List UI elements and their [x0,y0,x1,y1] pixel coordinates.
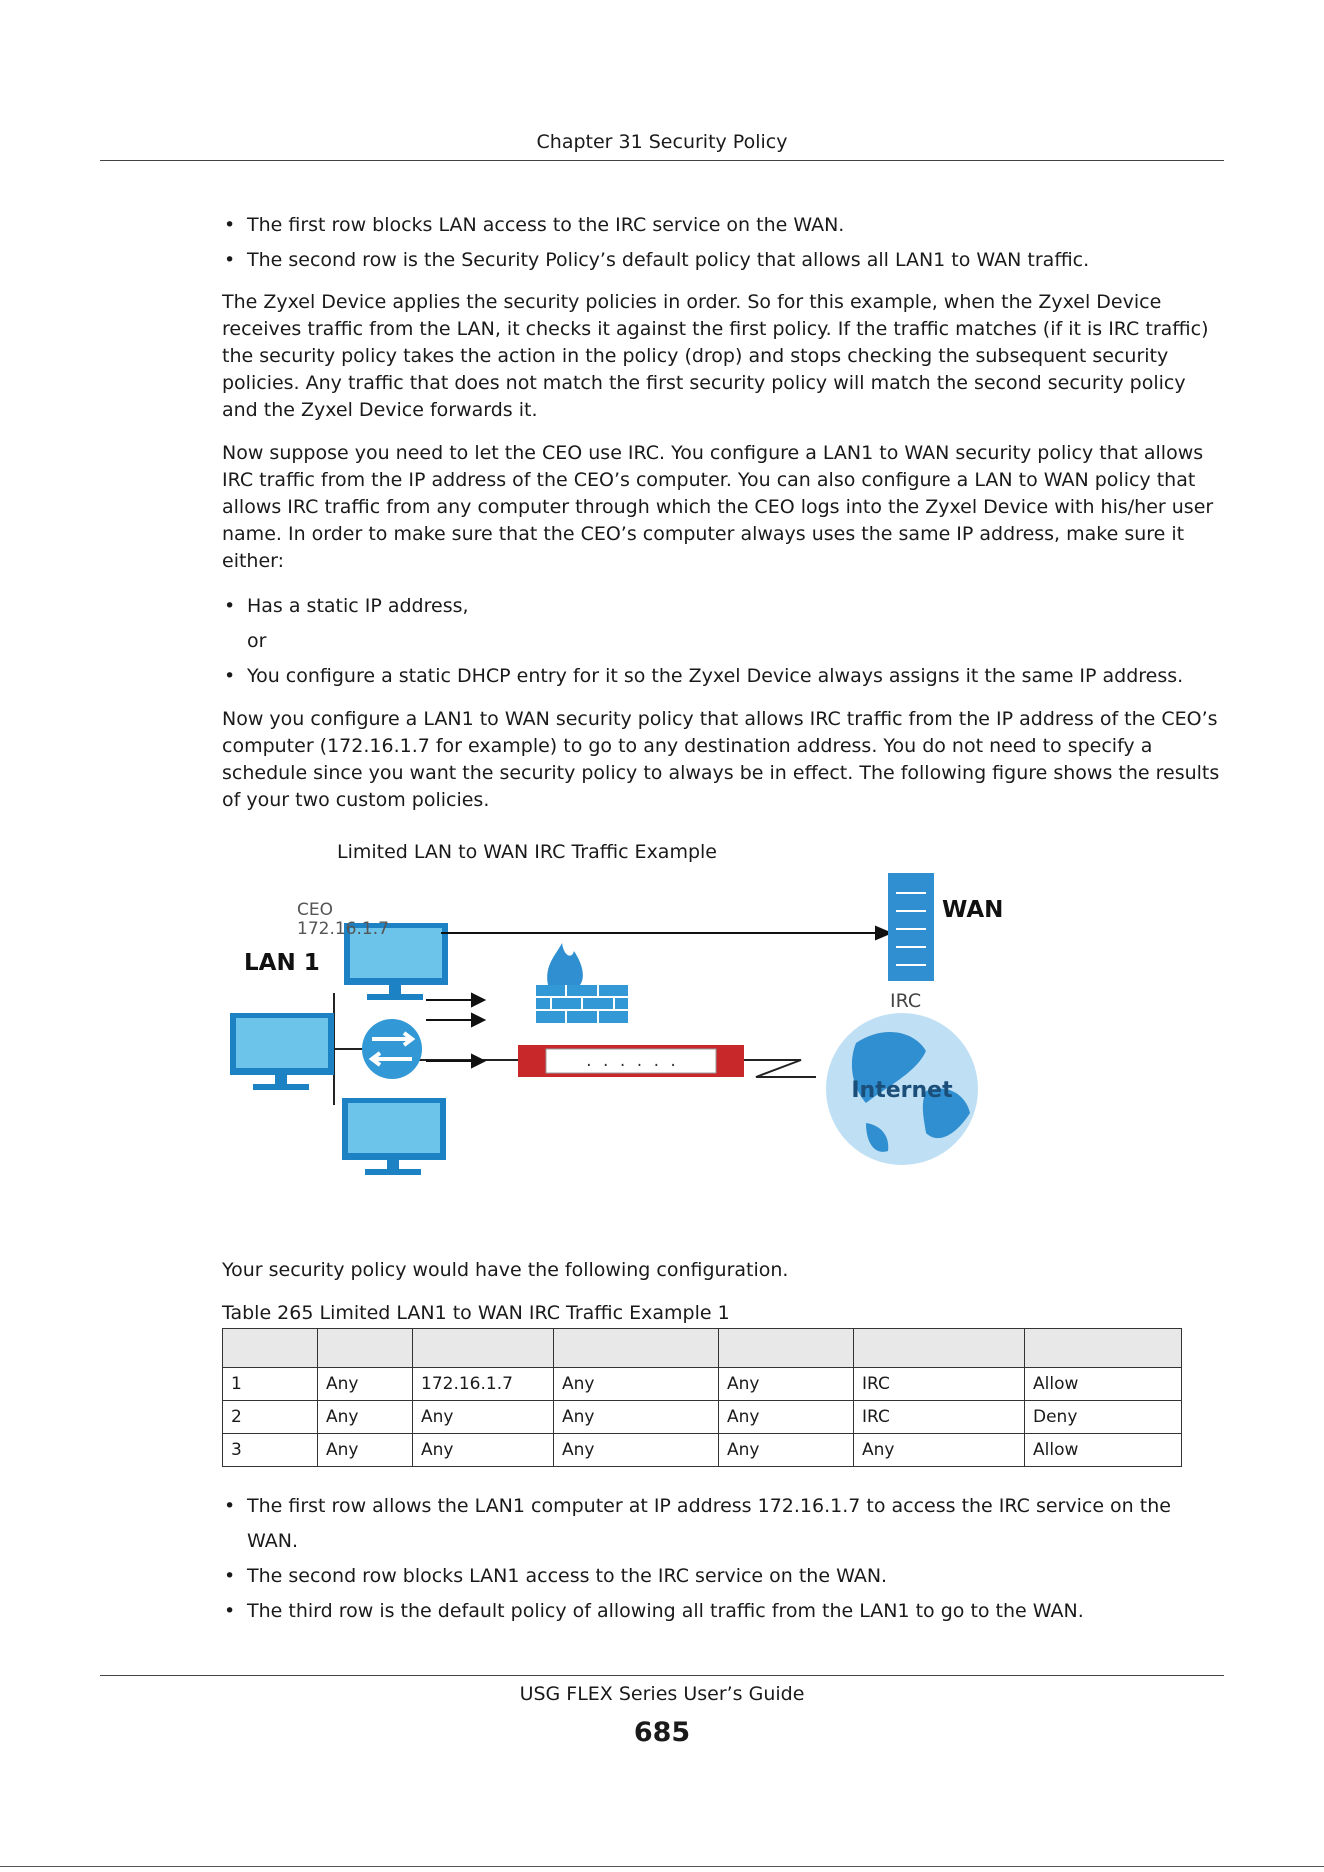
table-cell: 2 [223,1401,318,1434]
table-cell: 1 [223,1368,318,1401]
figure-title: Limited LAN to WAN IRC Traffic Example [337,841,717,863]
chapter-title: Chapter 31 Security Policy [536,131,788,153]
lan-label: LAN 1 [244,950,320,976]
table-cell: Any [719,1368,854,1401]
irc-label: IRC [890,990,922,1012]
column-header [413,1329,554,1368]
table-cell: Any [413,1434,554,1467]
table-cell: Any [318,1434,413,1467]
running-header [100,124,1224,161]
table-cell: Any [413,1401,554,1434]
switch-icon [362,1019,422,1079]
column-header [554,1329,719,1368]
table-cell: 172.16.1.7 [413,1368,554,1401]
firewall-icon [536,943,628,1023]
table-cell: Any [719,1401,854,1434]
bullet-item: • The first row allows the LAN1 computer at IP address 172.16.1.7 to access the IRC service on the WAN. [222,1489,1227,1559]
svg-text:. . . . . .: . . . . . . [584,1054,678,1070]
table-caption: Table 265 Limited LAN1 to WAN IRC Traffic Example 1 [222,1302,730,1324]
config-intro: Your security policy would have the following configuration. [222,1259,789,1281]
lan-monitor-icon [230,1013,334,1090]
ceo-label: CEO [297,900,333,920]
table-cell: Any [854,1434,1025,1467]
firewall-appliance-icon [518,1045,744,1077]
bullet-item: • The first row blocks LAN access to the IRC service on the WAN. [222,208,1227,243]
table-row [223,1368,1182,1401]
table-header-row [223,1329,1182,1368]
either-bullet-list-2 [222,659,1227,694]
lan-monitor-icon [342,1098,446,1175]
internet-label: Internet [851,1078,953,1103]
table-cell: 3 [223,1434,318,1467]
bullet-item: • Has a static IP address, [222,589,1227,624]
paragraph: Now suppose you need to let the CEO use IRC. You configure a LAN1 to WAN security policy that allows IRC traffic from the IP address of the CEO’s computer. You can also configure a LAN to WAN policy that allows IRC traffic from any computer through which the CEO logs into the Zyxel Device with his/her user name. In order to make sure that the CEO’s computer always uses the same IP address, make sure it either: [222,442,1214,572]
guide-title: USG FLEX Series User’s Guide [519,1683,805,1705]
table-cell: Allow [1025,1434,1182,1467]
or-text: or [247,630,267,652]
ceo-ip-label: 172.16.1.7 [297,919,389,939]
page-number: 685 [633,1717,691,1748]
bullet-item: • The second row blocks LAN1 access to the IRC service on the WAN. [222,1559,1227,1594]
table-cell: IRC [854,1368,1025,1401]
paragraph: The Zyxel Device applies the security policies in order. So for this example, when the Zyxel Device receives traffic from the LAN, it checks it against the first policy. If the traffic matches (if it is IRC traffic) the security policy takes the action in the policy (drop) and stops checking the subsequent security policies. Any traffic that does not match the first security policy will match the second security policy and the Zyxel Device forwards it. [222,291,1209,421]
network-diagram [226,873,1026,1233]
table-row [223,1401,1182,1434]
column-header [223,1329,318,1368]
result-bullet-list [222,1489,1227,1629]
table-cell: IRC [854,1401,1025,1434]
table-cell: Any [554,1368,719,1401]
table-cell: Any [554,1401,719,1434]
column-header [854,1329,1025,1368]
table-cell: Any [318,1401,413,1434]
page-content [222,208,1227,1629]
column-header [1025,1329,1182,1368]
table-row [223,1434,1182,1467]
bullet-item: • The second row is the Security Policy’s default policy that allows all LAN1 to WAN traffic. [222,243,1227,278]
page-footer [100,1675,1224,1751]
table-cell: Any [719,1434,854,1467]
intro-bullet-list [222,208,1227,278]
policy-table [222,1328,1182,1467]
table-cell: Any [554,1434,719,1467]
column-header [318,1329,413,1368]
column-header [719,1329,854,1368]
server-icon [888,873,934,981]
table-cell: Deny [1025,1401,1182,1434]
bullet-item: • You configure a static DHCP entry for it so the Zyxel Device always assigns it the same IP address. [222,659,1227,694]
paragraph: Now you configure a LAN1 to WAN security policy that allows IRC traffic from the IP address of the CEO’s computer (172.16.1.7 for example) to go to any destination address. You do not need to specify a schedule since you want the security policy to always be in effect. The following figure shows the results of your two custom policies. [222,708,1220,811]
wan-label: WAN [942,897,1004,923]
bullet-item: • The third row is the default policy of allowing all traffic from the LAN1 to go to the WAN. [222,1594,1227,1629]
either-bullet-list [222,589,1227,624]
table-cell: Any [318,1368,413,1401]
table-cell: Allow [1025,1368,1182,1401]
bottom-divider [0,1866,1324,1867]
